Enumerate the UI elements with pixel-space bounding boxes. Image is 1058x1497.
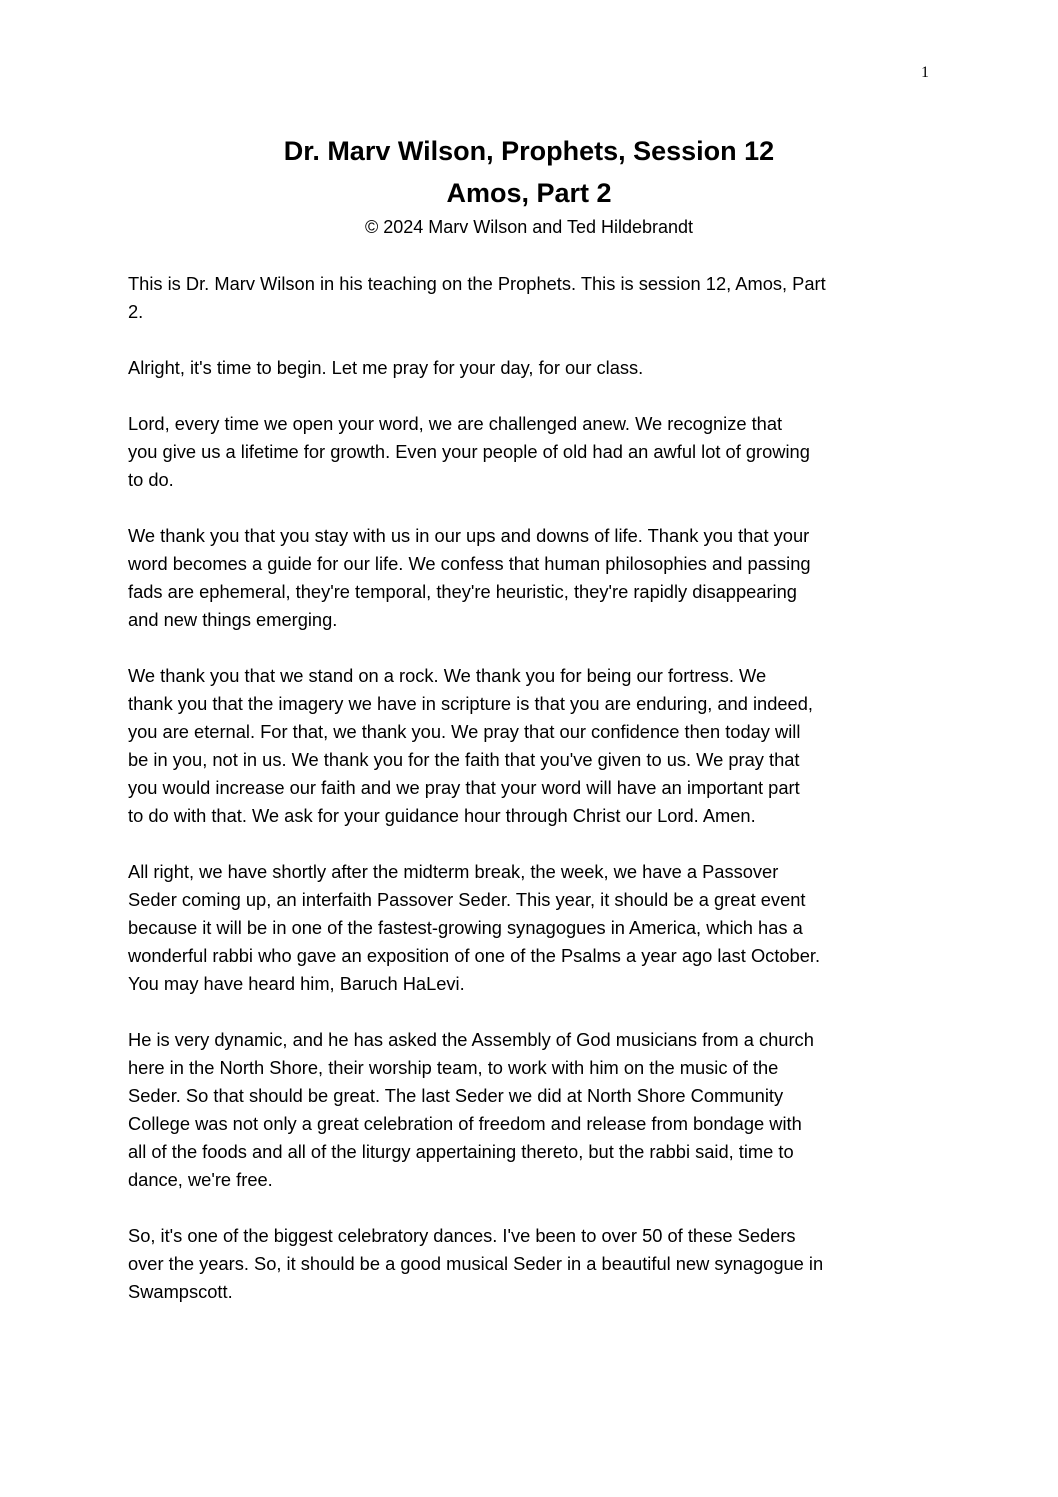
paragraph bbox=[128, 1222, 948, 1306]
paragraph bbox=[128, 1026, 948, 1194]
text-line: and new things emerging. bbox=[128, 609, 338, 630]
page-number: 1 bbox=[921, 64, 929, 81]
text-line: All right, we have shortly after the midterm break, the week, we have a Passover bbox=[128, 861, 779, 882]
copyright-line: © 2024 Marv Wilson and Ted Hildebrandt bbox=[364, 217, 694, 237]
paragraph bbox=[128, 410, 948, 494]
text-line: Lord, every time we open your word, we are challenged anew. We recognize that bbox=[128, 413, 783, 434]
text-line: He is very dynamic, and he has asked the Assembly of God musicians from a church bbox=[128, 1029, 814, 1050]
text-line: to do with that. We ask for your guidance hour through Christ our Lord. Amen. bbox=[128, 805, 756, 826]
text-line: 2. bbox=[128, 301, 144, 322]
paragraph bbox=[128, 354, 948, 382]
text-line: wonderful rabbi who gave an exposition of one of the Psalms a year ago last October. bbox=[128, 945, 821, 966]
text-line: because it will be in one of the fastest-growing synagogues in America, which has a bbox=[128, 917, 803, 938]
text-line: word becomes a guide for our life. We confess that human philosophies and passing bbox=[128, 553, 811, 574]
document-subtitle: Amos, Part 2 bbox=[446, 178, 612, 208]
text-line: you are eternal. For that, we thank you. We pray that our confidence then today will bbox=[128, 721, 801, 742]
text-line: We thank you that you stay with us in our ups and downs of life. Thank you that your bbox=[128, 525, 810, 546]
text-line: College was not only a great celebration of freedom and release from bondage with bbox=[128, 1113, 802, 1134]
text-line: you would increase our faith and we pray that your word will have an important part bbox=[128, 777, 800, 798]
text-line: We thank you that we stand on a rock. We thank you for being our fortress. We bbox=[128, 665, 767, 686]
text-line: over the years. So, it should be a good musical Seder in a beautiful new synagogue in bbox=[128, 1253, 824, 1274]
text-line: Alright, it's time to begin. Let me pray for your day, for our class. bbox=[128, 357, 644, 378]
document-title: Dr. Marv Wilson, Prophets, Session 12 bbox=[283, 136, 775, 166]
text-line: thank you that the imagery we have in scripture is that you are enduring, and indeed, bbox=[128, 693, 813, 714]
text-line: You may have heard him, Baruch HaLevi. bbox=[128, 973, 465, 994]
text-line: be in you, not in us. We thank you for the faith that you've given to us. We pray that bbox=[128, 749, 800, 770]
document-body bbox=[128, 270, 948, 1334]
text-line: Seder. So that should be great. The last Seder we did at North Shore Community bbox=[128, 1085, 784, 1106]
paragraph bbox=[128, 522, 948, 634]
text-line: Seder coming up, an interfaith Passover Seder. This year, it should be a great event bbox=[128, 889, 806, 910]
text-line: So, it's one of the biggest celebratory dances. I've been to over 50 of these Seders bbox=[128, 1225, 796, 1246]
text-line: you give us a lifetime for growth. Even your people of old had an awful lot of growing bbox=[128, 441, 810, 462]
text-line: dance, we're free. bbox=[128, 1169, 273, 1190]
paragraph bbox=[128, 270, 948, 326]
text-line: here in the North Shore, their worship team, to work with him on the music of the bbox=[128, 1057, 779, 1078]
text-line: to do. bbox=[128, 469, 174, 490]
paragraph bbox=[128, 858, 948, 998]
text-line: This is Dr. Marv Wilson in his teaching on the Prophets. This is session 12, Amos, Part bbox=[128, 273, 826, 294]
text-line: fads are ephemeral, they're temporal, they're heuristic, they're rapidly disappearing bbox=[128, 581, 797, 602]
text-line: Swampscott. bbox=[128, 1281, 233, 1302]
paragraph bbox=[128, 662, 948, 830]
text-line: all of the foods and all of the liturgy appertaining thereto, but the rabbi said, time to bbox=[128, 1141, 794, 1162]
